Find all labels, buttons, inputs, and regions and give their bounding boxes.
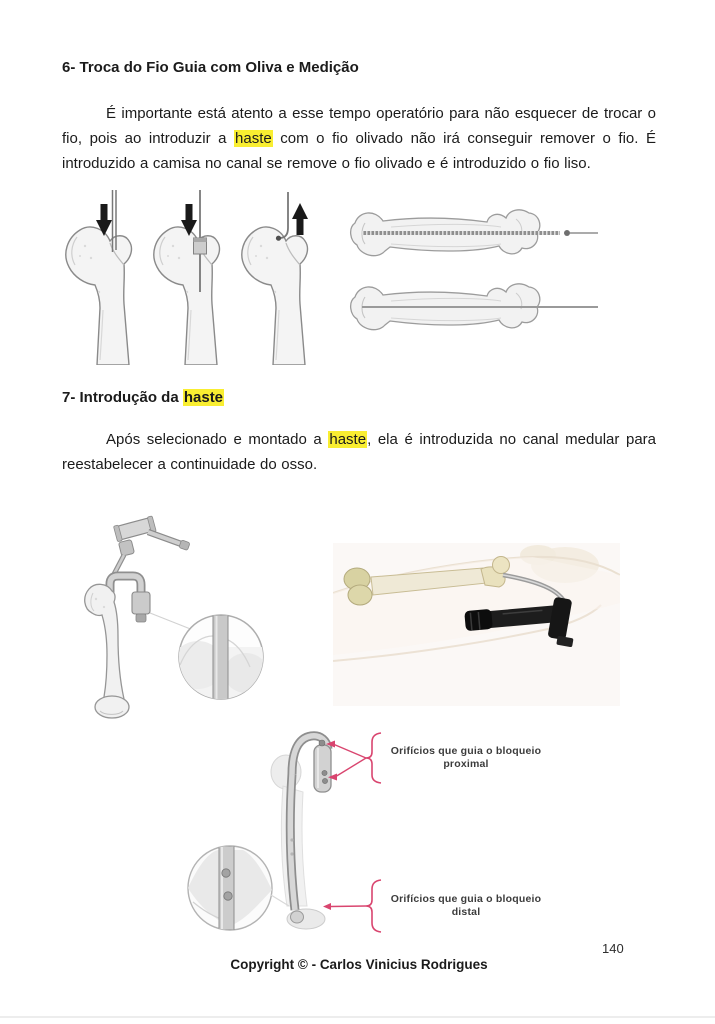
section-7-heading xyxy=(62,388,656,408)
page-number: 140 xyxy=(602,941,624,956)
text-segment: , ela é introduzida no canal medular para reestabelecer a continuidade do osso. xyxy=(62,431,656,473)
callout-proximal-label: Orifícios que guia o bloqueio proximal xyxy=(390,745,542,770)
femur-view-measuring-device xyxy=(154,190,220,365)
page-bottom-edge xyxy=(0,1016,715,1018)
highlighted-term: haste xyxy=(329,431,367,448)
proximal-locking-hole xyxy=(322,778,327,783)
figure-nail-insertion-jig xyxy=(60,497,330,732)
section-6-paragraph xyxy=(62,101,656,176)
figure-femur-measurement-wires xyxy=(345,193,680,348)
driver-knob xyxy=(118,540,134,557)
proximal-locking-hole xyxy=(319,740,325,746)
section-7-paragraph xyxy=(62,427,656,477)
text-segment: É importante está atento a esse tempo operatório para não esquecer de trocar o fio, pois ao introduzir a xyxy=(62,105,656,147)
guide-wire-steps-illustration xyxy=(55,188,333,365)
magnified-entry-point xyxy=(172,615,268,702)
text-segment: Após selecionado e montado a xyxy=(106,431,329,448)
text-segment: com o fio olivado não irá conseguir remover o fio. É introduzido a camisa no canal se remove o fio olivado e é introduzido o fio liso. xyxy=(62,130,656,172)
distal-locking-hole xyxy=(222,869,230,877)
distal-locking-hole xyxy=(224,892,232,900)
insertion-jig-illustration xyxy=(60,497,330,732)
highlighted-term: haste xyxy=(235,130,272,147)
femur-view-wire-inserted xyxy=(66,190,132,365)
callout-distal-label: Orifícios que guia o bloqueio distal xyxy=(390,893,542,918)
proximal-locking-hole xyxy=(322,770,327,775)
up-arrow-icon xyxy=(292,203,308,235)
nail-distal-tip xyxy=(291,911,304,923)
section-6-heading: 6- Troca do Fio Guia com Oliva e Medição xyxy=(62,59,359,76)
magnified-distal-holes xyxy=(188,846,289,930)
vertical-femur xyxy=(85,584,129,718)
figure-nail-targeting-device-render xyxy=(333,543,620,706)
distal-callout-pointer xyxy=(323,880,381,932)
proximal-callout-pointer xyxy=(326,733,381,783)
femur-wires-illustration xyxy=(345,193,680,348)
targeting-device-render xyxy=(333,543,620,706)
figure-nail-locking-holes xyxy=(185,712,550,947)
highlighted-term: haste xyxy=(183,389,224,406)
text-segment: 7- Introdução da xyxy=(62,389,183,406)
copyright-footer: Copyright © - Carlos Vinicius Rodrigues xyxy=(230,957,488,972)
figure-guide-wire-insertion-steps xyxy=(55,188,333,365)
femur-view-wire-removed xyxy=(242,192,308,365)
